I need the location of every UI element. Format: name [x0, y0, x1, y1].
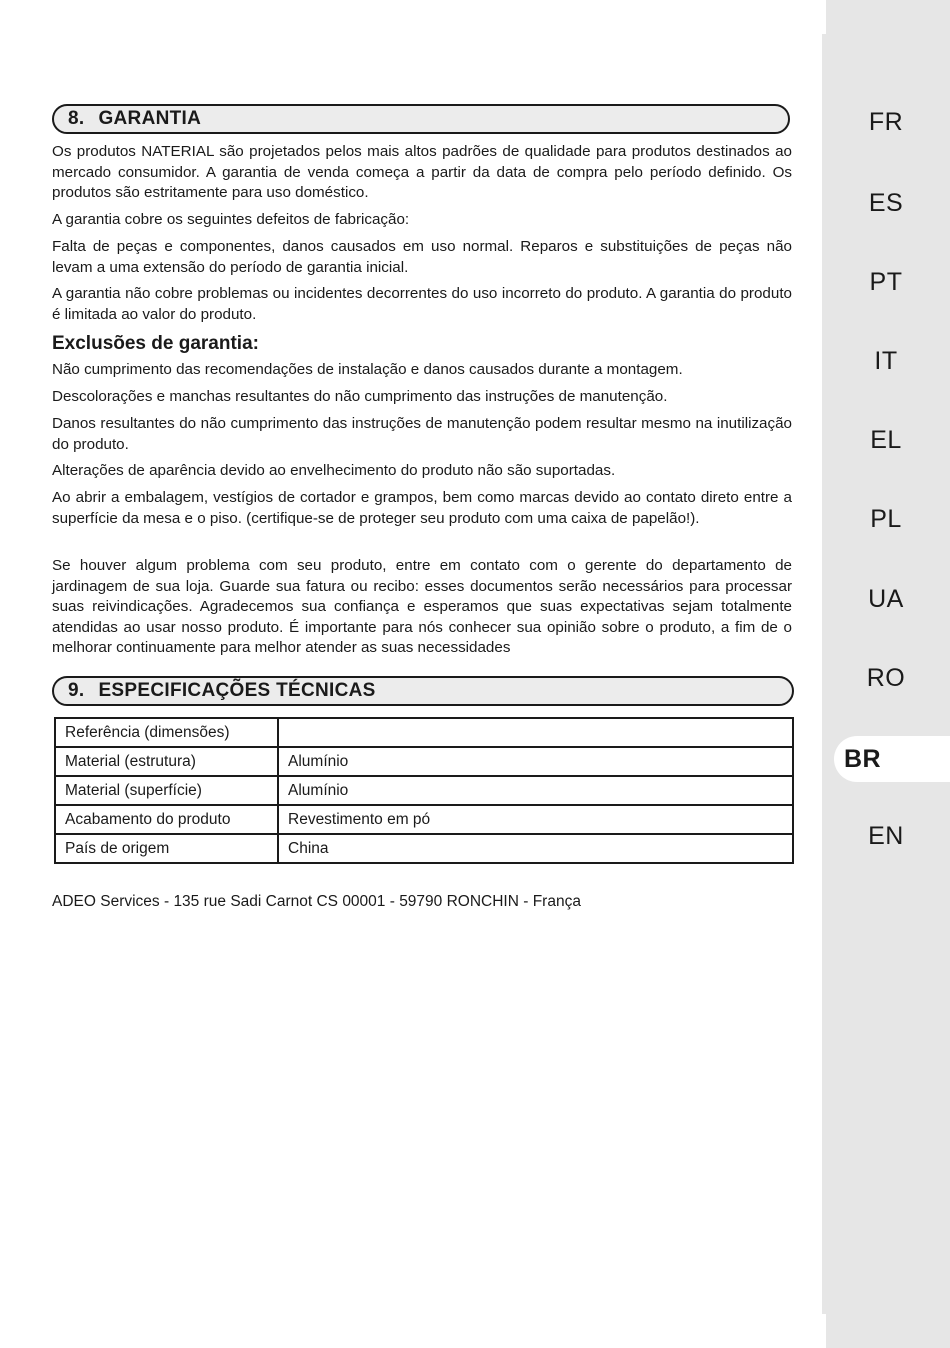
- exclusion-item: Não cumprimento das recomendações de instalação e danos causados durante a montagem.: [52, 361, 683, 378]
- exclusion-item: Se houver algum problema com seu produto, entre em contato com o gerente do departamento de jardinagem de sua loja. Guarde sua fatura ou recibo: esses documentos serão necessários para processar suas reivindicações. Agradecemos sua confiança e esperamos que suas expectativas sejam totalmente atendidas ao usar nosso produto. É importante para nós conhecer sua opinião sobre o produto, a fim de o melhorar continuamente para melhor atender as suas necessidades: [52, 557, 792, 657]
- exclusions-heading: Exclusões de garantia:: [52, 333, 259, 354]
- language-tab-ro[interactable]: RO: [866, 664, 906, 692]
- table-row: [55, 805, 793, 834]
- spec-value: China: [278, 834, 793, 863]
- exclusion-item: Alterações de aparência devido ao envelhecimento do produto não são suportadas.: [52, 462, 616, 479]
- table-row: [55, 776, 793, 805]
- spec-value: Revestimento em pó: [278, 805, 793, 834]
- language-tab-es[interactable]: ES: [868, 189, 904, 217]
- section-8-title: GARANTIA: [98, 108, 202, 129]
- language-tab-el[interactable]: EL: [870, 426, 902, 454]
- table-row: [55, 747, 793, 776]
- language-tab-pt[interactable]: PT: [869, 268, 903, 296]
- language-tab-it[interactable]: IT: [874, 347, 898, 375]
- language-tab-en[interactable]: EN: [868, 822, 904, 850]
- spec-value: Alumínio: [278, 747, 793, 776]
- specifications-table: [54, 717, 794, 864]
- company-address: ADEO Services - 135 rue Sadi Carnot CS 00001 - 59790 RONCHIN - França: [52, 893, 581, 910]
- warranty-paragraph-2: A garantia cobre os seguintes defeitos de fabricação:: [52, 211, 410, 228]
- language-tab-ua[interactable]: UA: [868, 585, 904, 613]
- section-8-number: 8.: [68, 108, 85, 129]
- spec-value: Alumínio: [278, 776, 793, 805]
- warranty-paragraph-3: Falta de peças e componentes, danos causados em uso normal. Reparos e substituições de peças não levam a uma extensão do período de garantia inicial.: [52, 238, 792, 276]
- exclusion-item: Danos resultantes do não cumprimento das instruções de manutenção podem resultar mesmo na inutilização do produto.: [52, 415, 792, 453]
- exclusion-item: Ao abrir a embalagem, vestígios de cortador e grampos, bem como marcas devido ao contato direto entre a superfície da mesa e o piso. (certifique-se de proteger seu produto com uma caixa de papelão!).: [52, 489, 792, 527]
- spec-label: Material (estrutura): [55, 747, 278, 776]
- spec-label: Referência (dimensões): [55, 718, 278, 747]
- warranty-paragraph-1: Os produtos NATERIAL são projetados pelos mais altos padrões de qualidade para produtos destinados ao mercado consumidor. A garantia de venda começa a partir da data de compra pelo período definido. Os produtos são estritamente para uso doméstico.: [52, 143, 792, 202]
- section-9-number: 9.: [68, 680, 85, 701]
- table-row: [55, 718, 793, 747]
- language-sidebar-bottom: [826, 1314, 950, 1348]
- spec-value: [278, 718, 793, 747]
- spec-label: Acabamento do produto: [55, 805, 278, 834]
- warranty-paragraph-4: A garantia não cobre problemas ou incidentes decorrentes do uso incorreto do produto. A garantia do produto é limitada ao valor do produto.: [52, 285, 792, 323]
- spec-label: Material (superfície): [55, 776, 278, 805]
- exclusion-item: Descolorações e manchas resultantes do não cumprimento das instruções de manutenção.: [52, 388, 668, 405]
- spec-label: País de origem: [55, 834, 278, 863]
- language-tab-fr[interactable]: FR: [868, 108, 904, 136]
- language-tab-br-active[interactable]: BR: [834, 736, 950, 782]
- language-sidebar-top: [826, 0, 950, 34]
- section-9-header: [52, 676, 794, 706]
- section-9-title: ESPECIFICAÇÕES TÉCNICAS: [98, 680, 376, 701]
- section-8-header: [52, 104, 790, 134]
- table-row: [55, 834, 793, 863]
- language-tab-pl[interactable]: PL: [870, 505, 902, 533]
